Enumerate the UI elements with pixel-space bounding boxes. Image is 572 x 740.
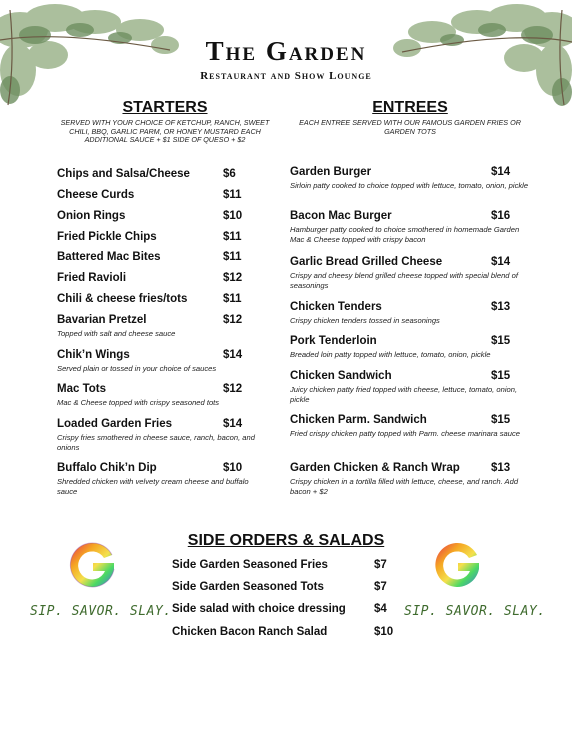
item-name: Chili & cheese fries/tots <box>57 293 188 305</box>
item-name: Battered Mac Bites <box>57 251 161 263</box>
starter-item <box>57 210 267 224</box>
side-item <box>172 581 402 595</box>
item-name: Cheese Curds <box>57 189 135 201</box>
side-item <box>172 559 402 573</box>
item-description: Crispy chicken in a tortilla filled with lettuce, cheese, and ranch. Add bacon + $2 <box>290 477 519 496</box>
item-price: $11 <box>223 251 242 263</box>
item-price: $10 <box>223 462 243 474</box>
starters-heading: STARTERS <box>122 99 208 116</box>
item-price: $13 <box>491 301 511 313</box>
item-price: $14 <box>223 418 243 430</box>
item-name: Buffalo Chik’n Dip <box>57 462 157 474</box>
entree-item <box>290 335 530 360</box>
item-description: Breaded loin patty topped with lettuce, tomato, onion, pickle <box>290 350 491 359</box>
item-price: $14 <box>491 166 511 178</box>
entree-item <box>290 256 530 290</box>
item-description: Hamburger patty cooked to choice smothered in homemade Garden Mac & Cheese topped with crispy bacon <box>290 225 520 244</box>
starter-item <box>57 189 267 203</box>
item-name: Mac Tots <box>57 383 106 395</box>
entree-item <box>290 166 530 191</box>
starter-item <box>57 272 267 286</box>
item-price: $15 <box>491 414 511 426</box>
item-price: $12 <box>223 272 243 284</box>
item-name: Chips and Salsa/Cheese <box>57 168 190 180</box>
item-description: Crispy fries smothered in cheese sauce, ranch, bacon, and onions <box>57 433 255 452</box>
item-price: $14 <box>491 256 511 268</box>
item-name: Garden Chicken & Ranch Wrap <box>290 462 460 474</box>
item-price: $15 <box>491 335 511 347</box>
item-price: $14 <box>223 349 243 361</box>
item-name: Loaded Garden Fries <box>57 418 173 430</box>
item-name: Pork Tenderloin <box>290 335 377 347</box>
starters-note: SERVED WITH YOUR CHOICE OF KETCHUP, RANCH, SWEET CHILI, BBQ, GARLIC PARM, OR HONEY MUSTARD EACH ADDITIONAL SAUCE + $1 SIDE OF QUESO + $2 <box>60 118 270 145</box>
item-name: Chicken Tenders <box>290 301 382 313</box>
entrees-heading: ENTREES <box>372 99 448 116</box>
item-price: $6 <box>223 168 236 180</box>
item-name: Fried Ravioli <box>57 272 127 284</box>
starter-item <box>57 293 267 307</box>
item-name: Bacon Mac Burger <box>290 210 392 222</box>
item-price: $12 <box>223 383 243 395</box>
item-price: $15 <box>491 370 511 382</box>
restaurant-title: The Garden <box>205 36 367 66</box>
starter-item <box>57 349 267 374</box>
item-description: Crispy chicken tenders tossed in seasonings <box>290 316 440 325</box>
starter-item <box>57 383 267 408</box>
item-name: Chik’n Wings <box>57 349 130 361</box>
entree-item <box>290 210 530 244</box>
item-name: Chicken Parm. Sandwich <box>290 414 427 426</box>
item-price: $10 <box>223 210 243 222</box>
starter-item <box>57 231 267 245</box>
item-name: Chicken Sandwich <box>290 370 392 382</box>
starter-item <box>57 251 267 265</box>
item-description: Served plain or tossed in your choice of sauces <box>57 364 217 373</box>
side-item <box>172 626 402 640</box>
starter-item <box>57 314 267 339</box>
item-description: Fried crispy chicken patty topped with Parm. cheese marinara sauce <box>290 429 521 438</box>
item-name: Fried Pickle Chips <box>57 231 157 243</box>
item-description: Sirloin patty cooked to choice topped with lettuce, tomato, onion, pickle <box>290 181 529 190</box>
item-name: Side Garden Seasoned Tots <box>172 581 324 593</box>
item-description: Topped with salt and cheese sauce <box>57 329 176 338</box>
item-name: Chicken Bacon Ranch Salad <box>172 626 328 638</box>
starter-item <box>57 462 267 496</box>
slogan-right: SIP. SAVOR. SLAY. <box>404 604 546 619</box>
item-price: $13 <box>491 462 511 474</box>
slogan-left: SIP. SAVOR. SLAY. <box>30 604 172 619</box>
entree-item <box>290 370 530 404</box>
item-price: $12 <box>223 314 243 326</box>
item-name: Bavarian Pretzel <box>57 314 147 326</box>
restaurant-subtitle: Restaurant and Show Lounge <box>200 70 372 82</box>
rainbow-g-logo-icon <box>430 539 484 593</box>
entree-item <box>290 462 530 496</box>
item-price: $11 <box>223 293 242 305</box>
starter-item <box>57 418 267 452</box>
entree-item <box>290 414 530 439</box>
item-description: Crispy and cheesy blend grilled cheese topped with special blend of seasonings <box>290 271 518 290</box>
rainbow-g-logo-icon <box>65 539 119 593</box>
item-description: Juicy chicken patty fried topped with cheese, lettuce, tomato, onion, pickle <box>290 385 518 404</box>
item-price: $7 <box>374 581 387 593</box>
item-name: Onion Rings <box>57 210 126 222</box>
item-name: Side Garden Seasoned Fries <box>172 559 328 571</box>
sides-heading: SIDE ORDERS & SALADS <box>187 532 385 549</box>
item-price: $4 <box>374 603 387 615</box>
entree-item <box>290 301 530 326</box>
item-description: Shredded chicken with velvety cream cheese and buffalo sauce <box>57 477 249 496</box>
item-name: Garden Burger <box>290 166 372 178</box>
item-price: $16 <box>491 210 511 222</box>
item-description: Mac & Cheese topped with crispy seasoned tots <box>57 398 220 407</box>
item-name: Garlic Bread Grilled Cheese <box>290 256 443 268</box>
item-name: Side salad with choice dressing <box>172 603 346 615</box>
item-price: $10 <box>374 626 394 638</box>
item-price: $11 <box>223 189 242 201</box>
entrees-note: EACH ENTREE SERVED WITH OUR FAMOUS GARDEN FRIES OR GARDEN TOTS <box>299 118 521 136</box>
starter-item <box>57 168 267 182</box>
item-price: $11 <box>223 231 242 243</box>
item-price: $7 <box>374 559 387 571</box>
side-item <box>172 603 402 617</box>
